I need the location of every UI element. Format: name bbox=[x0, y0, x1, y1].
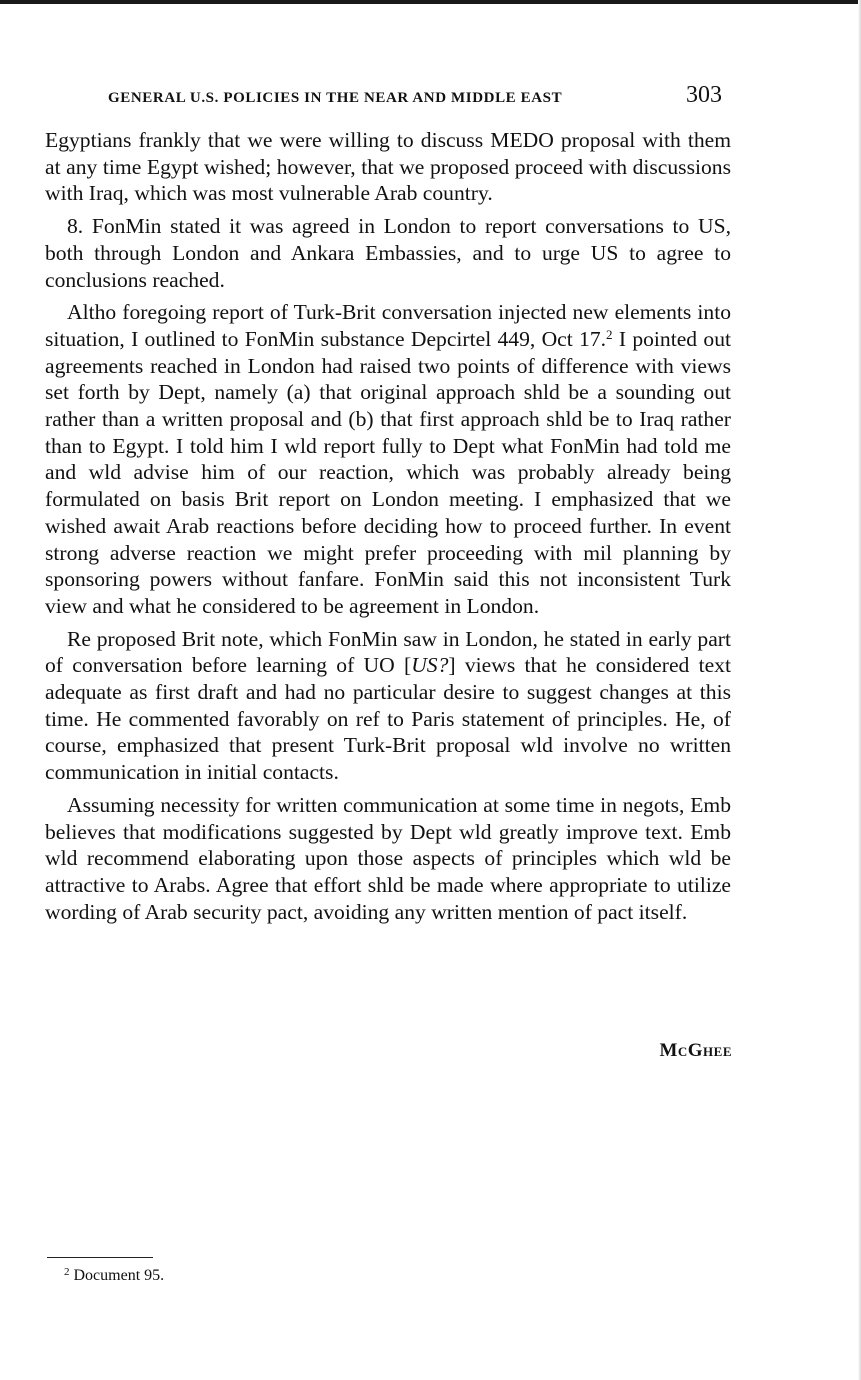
paragraph-written-communication bbox=[45, 792, 731, 926]
paragraph-1-text: Egyptians frankly that we were willing to discuss MEDO proposal with them at any time Egypt wished; however, that we proposed proceed with discussions with Iraq, which was most vulnerable Arab country. bbox=[45, 128, 731, 206]
footnote-text: Document 95. bbox=[69, 1267, 165, 1284]
paragraph-brit-note bbox=[45, 626, 731, 786]
running-head-title: GENERAL U.S. POLICIES IN THE NEAR AND MIDDLE EAST bbox=[108, 90, 563, 106]
paragraph-4-text-start: Re proposed Brit note, which FonMin saw in London, he stated in early part of conversation before learning of UO [ bbox=[45, 626, 731, 678]
footnote bbox=[64, 1267, 164, 1285]
footnote-divider bbox=[47, 1257, 153, 1258]
paragraph-5-text: Assuming necessity for written communication at some time in negots, Emb believes that modifications suggested by Dept wld greatly improve text. Emb wld recommend elaborating upon those aspects of principles which wld be attractive to Arabs. Agree that effort shld be made where appropriate to utilize wording of Arab security pact, avoiding any written mention of pact itself. bbox=[45, 792, 731, 924]
paragraph-4-text-end: ] views that he considered text adequate as first draft and had no particular desire to suggest changes at this time. He commented favorably on ref to Paris statement of principles. He, of course, emphasized that present Turk-Brit proposal wld involve no written communication in initial contacts. bbox=[45, 653, 731, 785]
paragraph-depcirtel bbox=[45, 299, 731, 619]
body-text bbox=[45, 127, 731, 925]
page-number: 303 bbox=[686, 82, 722, 108]
paragraph-point-8 bbox=[45, 213, 731, 293]
top-border-rule bbox=[0, 0, 861, 4]
paragraph-3-text-start: Altho foregoing report of Turk-Brit conversation injected new elements into situation, I outlined to FonMin substance Depcirtel 449, Oct 17. bbox=[45, 300, 731, 351]
footnote-marker: 2 bbox=[64, 1266, 70, 1278]
paragraph-continuation bbox=[45, 127, 731, 207]
paragraph-3-text-end: I pointed out agreements reached in London had raised two points of difference with views set forth by Dept, namely (a) that original approach shld be a sounding out rather than a written proposal and (b) that first approach shld be to Iraq rather than to Egypt. I told him I wld report fully to Dept what FonMin had told me and wld advise him of our reaction, which was probably already being formulated on basis Brit report on London meeting. I emphasized that we wished await Arab reactions before deciding how to proceed further. In event strong adverse reaction we might prefer proceeding with mil planning by sponsoring powers without fanfare. FonMin said this not inconsistent Turk view and what he considered to be agreement in London. bbox=[45, 326, 731, 618]
running-head bbox=[108, 82, 728, 112]
footnote-reference: 2 bbox=[606, 326, 613, 342]
editorial-insertion: US? bbox=[411, 653, 449, 678]
signature: McGhee bbox=[659, 1040, 732, 1061]
paragraph-2-text: 8. FonMin stated it was agreed in London to report conversations to US, both through London and Ankara Embassies, and to urge US to agree to conclusions reached. bbox=[45, 214, 731, 292]
